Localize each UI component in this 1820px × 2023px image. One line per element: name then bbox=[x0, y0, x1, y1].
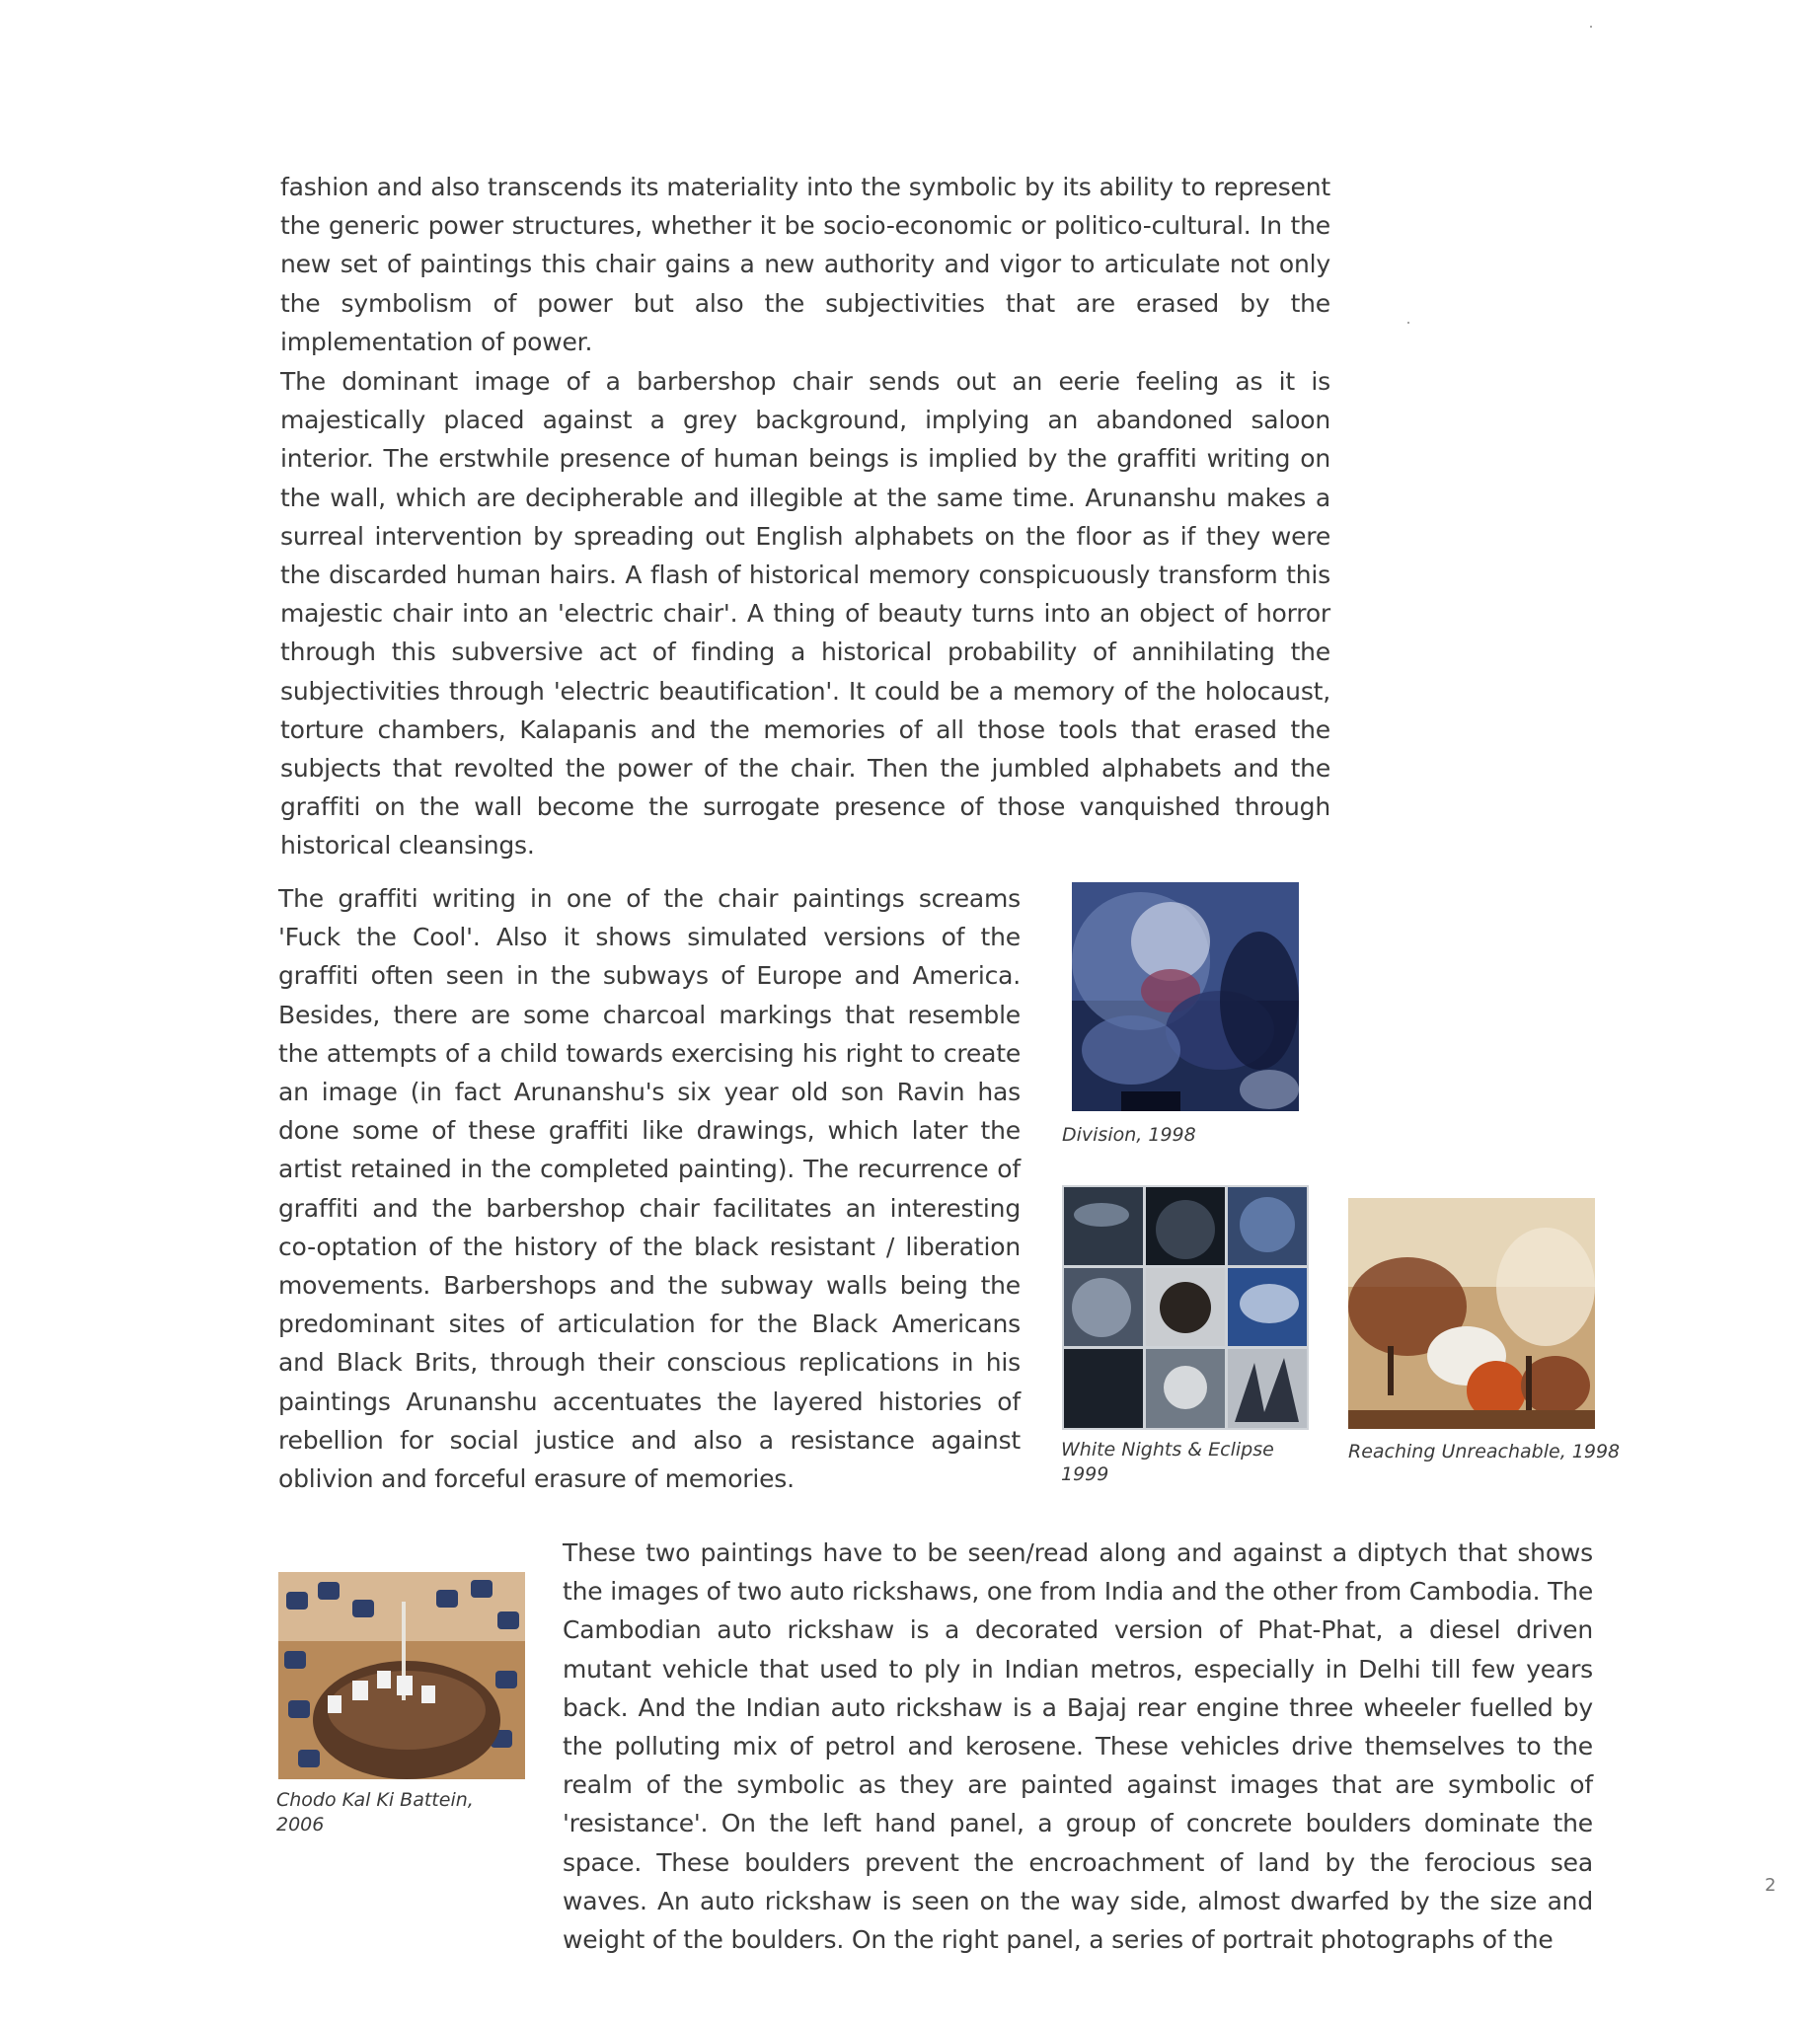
paragraph-graffiti: The graffiti writing in one of the chair paintings screams 'Fuck the Cool'. Also it shows simulated versions of the graffiti often seen in the subways of Europe and America. Besides, there are some charcoal markings that resemble the attempts of a child towards exercising his right to create an image (in fact Arunanshu's six year old son Ravin has done some of these graffiti like drawings, which later the artist retained in the completed painting). The recurrence of graffiti and the barbershop chair facilitates an interesting co-optation of the history of the black resistant / liberation movements. Barbershops and the subway walls being the predominant sites of articulation for the Black Americans and Black Brits, through their conscious replications in his paintings Arunanshu accentuates the layered histories of rebellion for social justice and also a resistance against oblivion and forceful erasure of memories. bbox=[278, 884, 1021, 1494]
caption-white-nights-line1: White Nights & Eclipse bbox=[1061, 1439, 1274, 1461]
paragraph-power-structures: fashion and also transcends its materiality into the symbolic by its ability to represent the generic power structures, whether it be socio-economic or politico-cultural. In the new set of paintings this chair gains a new authority and vigor to articulate not only the symbolism of power but also the subjectivities that are erased by the implementation of power. bbox=[280, 173, 1330, 356]
page-number: 2 bbox=[1765, 1875, 1777, 1896]
paragraph-barbershop-chair: The dominant image of a barbershop chair sends out an eerie feeling as it is majestically placed against a grey background, implying an abandoned saloon interior. The erstwhile presence of human beings is implied by the graffiti writing on the wall, which are decipherable and illegible at the same time. Arunanshu makes a surreal intervention by spreading out English alphabets on the floor as if they were the discarded human hairs. A flash of historical memory conspicuously transform this majestic chair into an 'electric chair'. A thing of beauty turns into an object of horror through this subversive act of finding a historical probability of annihilating the subjectivities through 'electric beautification'. It could be a memory of the holocaust, torture chambers, Kalapanis and the memories of all those tools that erased the subjects that revolted the power of the chair. Then the jumbled alphabets and the graffiti on the wall become the surrogate presence of those vanquished through historical cleansings. bbox=[280, 367, 1330, 861]
scan-speck bbox=[1407, 322, 1409, 324]
painting-chodo-kal-ki-battein bbox=[278, 1572, 525, 1779]
caption-chodo-line1: Chodo Kal Ki Battein, bbox=[276, 1789, 474, 1811]
caption-white-nights-line2: 1999 bbox=[1061, 1463, 1109, 1485]
painting-reaching-unreachable bbox=[1348, 1198, 1595, 1429]
painting-division bbox=[1072, 882, 1299, 1111]
caption-reaching-unreachable: Reaching Unreachable, 1998 bbox=[1348, 1441, 1621, 1462]
paragraph-auto-rickshaw-diptych: These two paintings have to be seen/read along and against a diptych that shows the images of two auto rickshaws, one from India and the other from Cambodia. The Cambodian auto rickshaw is a decorated version of Phat-Phat, a diesel driven mutant vehicle that used to ply in Indian metros, especially in Delhi till few years back. And the Indian auto rickshaw is a Bajaj rear engine three wheeler fuelled by the polluting mix of petrol and kerosene. These vehicles drive themselves to the realm of the symbolic as they are painted against images that are symbolic of 'resistance'. On the left hand panel, a group of concrete boulders dominate the space. These boulders prevent the encroachment of land by the ferocious sea waves. An auto rickshaw is seen on the way side, almost dwarfed by the size and weight of the boulders. On the right panel, a series of portrait photographs of the bbox=[563, 1538, 1593, 1955]
caption-division: Division, 1998 bbox=[1062, 1124, 1196, 1146]
scan-speck bbox=[1590, 26, 1592, 28]
painting-white-nights-eclipse bbox=[1062, 1185, 1309, 1430]
caption-chodo-line2: 2006 bbox=[276, 1814, 325, 1836]
